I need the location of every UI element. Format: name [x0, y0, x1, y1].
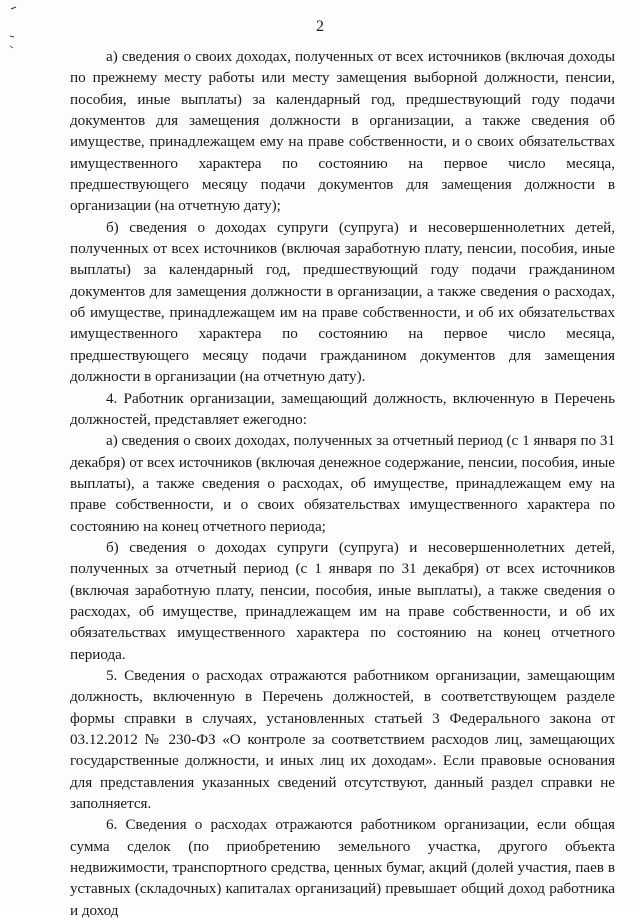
paragraph-4: 4. Работник организации, замещающий должность, включенную в Перечень должностей, представляет ежегодно:: [70, 389, 615, 428]
paragraph-3a: а) сведения о своих доходах, полученных от всех источников (включая доходы по прежнему месту работы или месту замещения выборной должности, пенсии, пособия, иные выплаты) за календарный год, предшествующий году подачи документов для замещения должности в организации, а также сведения об имуществе, принадлежащем ему на праве собственности, и о своих обязательствах имущественного характера по состоянию на первое число месяца, предшествующего месяцу подачи документов для замещения должности в организации (на отчетную дату);: [70, 48, 615, 215]
paragraph-3b: б) сведения о доходах супруги (супруга) и несовершеннолетних детей, полученных от всех источников (включая заработную плату, пенсии, пособия, иные выплаты) за календарный год, предшествующий году подачи гражданином документов для замещения должности в организации, а также сведения о расходах, об имуществе, принадлежащем им на праве собственности, и об их обязательствах имущественного характера по состоянию на первое число месяца, предшествующего месяцу подачи гражданином документов для замещения должности в организации (на отчетную дату).: [70, 218, 615, 386]
paragraph-4b: б) сведения о доходах супруги (супруга) и несовершеннолетних детей, полученных за отчетный период (с 1 января по 31 декабря) от всех источников (включая заработную плату, пенсии, пособия, иные выплаты), а также сведения о расходах, об имуществе, принадлежащем им на праве собственности, и об их обязательствах имущественного характера по состоянию на конец отчетного периода.: [70, 538, 615, 663]
document-body: [70, 46, 615, 921]
paragraph-6: 6. Сведения о расходах отражаются работником организации, если общая сумма сделок (по приобретению земельного участка, другого объекта недвижимости, транспортного средства, ценных бумаг, акций (долей участия, паев в уставных (складочных) капиталах организаций) превышает общий доход работника и доход: [70, 816, 615, 919]
page-number: 2: [316, 18, 324, 35]
paragraph-5: 5. Сведения о расходах отражаются работником организации, замещающим должность, включенную в Перечень должностей, в соответствующем разделе формы справки в случаях, установленных статьей 3 Федерального закона от 03.12.2012 № 230-ФЗ «О контроле за соответствием расходов лиц, замещающих государственные должности, и иных лиц их доходам». Если правовые основания для представления указанных сведений отсутствуют, данный раздел справки не заполняется.: [70, 666, 615, 813]
paragraph-4a: а) сведения о своих доходах, полученных за отчетный период (с 1 января по 31 декабря) от всех источников (включая денежное содержание, пенсии, пособия, иные выплаты), а также сведения о расходах, об имуществе, принадлежащем ему на праве собственности, и о своих обязательствах имущественного характера по состоянию на конец отчетного периода;: [70, 432, 615, 535]
